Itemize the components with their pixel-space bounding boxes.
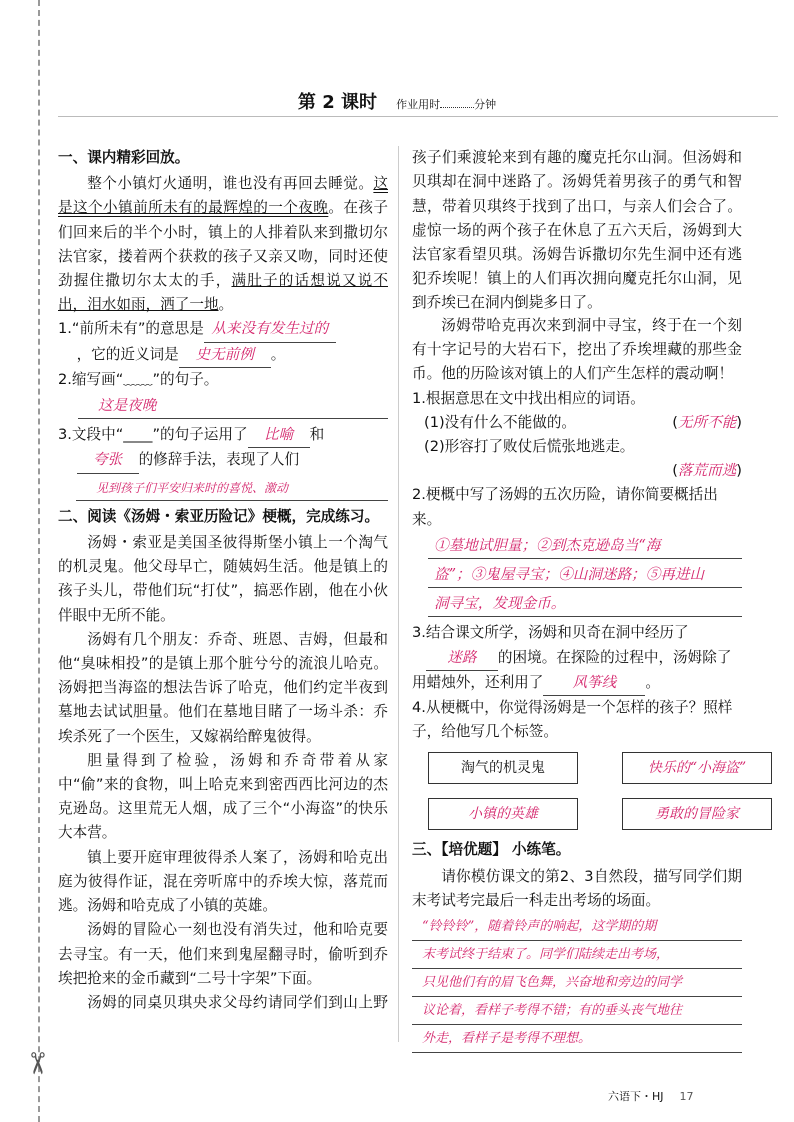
tag-answer-1: 快乐的“小海盗”: [622, 752, 772, 784]
s2-q3-answer-1: 迷路: [426, 646, 498, 671]
scissors-icon: ✂: [19, 1050, 55, 1077]
header-rule: [58, 116, 778, 117]
s2-question-1: 1.根据意思在文中找出相应的词语。: [412, 389, 645, 407]
page-number: 17: [679, 1090, 694, 1103]
s2-q1-item-1: (1)没有什么不能做的。 (无所不能): [424, 413, 742, 431]
story-paragraph-6: 孩子们乘渡轮来到有趣的魔克托尔山洞。但汤姆和贝琪却在洞中迷路了。汤姆凭着男孩子的勇气和智慧，带着贝琪终于找到了出口，与亲人们会合了。虚惊一场的两个孩子在休息了五六天后，汤姆到大法官家看望贝琪。汤姆告诉撒切尔先生洞中还有逃犯乔埃呢！镇上的人们再次拥向魔克托尔山洞，见到乔埃已在洞内倒毙多日了。: [412, 149, 742, 312]
s1-q3-answer-3: 见到孩子们平安归来时的喜悦、激动: [76, 476, 388, 501]
s1-q1-answer-1: 从来没有发生过的: [204, 317, 336, 342]
s1-question-1: 1.“前所未有”的意思是 从来没有发生过的 ，它的近义词是 史无前例 。: [58, 317, 388, 367]
story-paragraph-4: 镇上要开庭审理彼得杀人案了，汤姆和哈克出庭为彼得作证，混在旁听席中的乔埃大惊，落荒而逃。汤姆和哈克成了小镇的英雄。: [58, 848, 388, 915]
s2-question-4: 4.从梗概中，你觉得汤姆是一个怎样的孩子？照样子，给他写几个标签。: [412, 699, 733, 741]
s2-question-3: 3.结合课文所学，汤姆和贝奇在洞中经历了 迷路 的困境。在探险的过程中，汤姆除了用蜡烛外，还利用了 风筝线 。: [412, 621, 742, 696]
s1-question-2: 2.缩写画“﹏﹏”的句子。: [58, 370, 219, 388]
story-paragraph-3: 胆量得到了检验，汤姆和乔奇带着从家中“偷”来的食物，叫上哈克来到密西西比河边的杰克逊岛。这里荒无人烟，成了三个“小海盗”的快乐大本营。: [58, 751, 388, 842]
s1-q3-answer-1: 比喻: [248, 423, 310, 448]
lesson-title: 第 2 课时: [297, 92, 377, 113]
story-paragraph-5: 汤姆的冒险心一刻也没有消失过，他和哈克要去寻宝。有一天，他们来到鬼屋翻寻时，偷听到乔埃把抢来的金币藏到“二号十字架”下面。: [58, 921, 388, 987]
story-paragraph-7: 汤姆带哈克再次来到洞中寻宝，终于在一个刻有十字记号的大岩石下，挖出了乔埃埋藏的那些金币。他的历险该对镇上的人们产生怎样的震动啊！: [412, 317, 742, 383]
cut-line: [38, 0, 40, 1122]
section-3-title: 三、【培优题】 小练笔。: [412, 841, 571, 859]
s2-q2-answer-line-3: 洞寻宝，发现金币。: [428, 592, 742, 617]
writing-line: “铃铃铃”，随着铃声的响起，这学期的期: [412, 913, 742, 941]
writing-answer: [412, 913, 742, 1053]
s2-q2-answer-line-1: ①墓地试胆量；②到杰克逊岛当“海: [428, 534, 742, 559]
book-label: 六语下・HJ: [608, 1090, 664, 1103]
section-2-title: 二、阅读《汤姆・索亚历险记》梗概，完成练习。: [58, 507, 380, 525]
s2-q1-item-2: (2)形容打了败仗后慌张地逃走。: [424, 438, 635, 456]
s1-q3-answer-2: 夸张: [77, 448, 139, 473]
column-divider: [398, 146, 399, 1042]
page-footer: [608, 1088, 694, 1104]
s1-q2-answer: 这是夜晚: [78, 394, 388, 419]
writing-line: 外走，看样子是考得不理想。: [412, 1025, 742, 1053]
s2-q1-answer-1: 无所不能: [677, 413, 737, 431]
section-1-passage: 整个小镇灯火通明，谁也没有再回去睡觉。这是这个小镇前所未有的最辉煌的一个夜晚。在孩子们回来后的半个小时，镇上的人排着队来到撒切尔法官家，搂着两个获救的孩子又亲又吻，同时还使劲握住撒切尔太太的手，满肚子的话想说又说不出，泪水如雨，洒了一地。: [58, 175, 388, 314]
story-paragraph-2: 汤姆有几个朋友：乔奇、班恩、吉姆，但最和他“臭味相投”的是镇上那个脏兮兮的流浪儿哈克。汤姆把当海盗的想法告诉了哈克，他们约定半夜到墓地去试试胆量。他们在墓地目睹了一场斗杀：乔埃杀死了一个医生，又嫁祸给醉鬼彼得。: [58, 630, 388, 745]
left-column: [58, 146, 388, 1015]
story-paragraph-1: 汤姆・索亚是美国圣彼得斯堡小镇上一个淘气的机灵鬼。他父母早亡，随姨妈生活。他是镇上的孩子头儿，带他们玩“打仗”，搞恶作剧，他在小伙伴眼中无所不能。: [58, 534, 388, 624]
writing-line: 议论着，看样子考得不错；有的垂头丧气地往: [412, 997, 742, 1025]
time-blank: [440, 97, 474, 108]
s2-q1-answer-2-wrap: (落荒而逃): [672, 462, 742, 480]
s1-question-3: 3.文段中“____”的句子运用了 比喻 和 夸张 的修辞手法，表现了人们: [58, 423, 388, 473]
writing-line: 只见他们有的眉飞色舞，兴奋地和旁边的同学: [412, 969, 742, 997]
story-paragraph-6-start: 汤姆的同桌贝琪央求父母约请同学们到山上野: [87, 993, 388, 1011]
section-1-title: 一、课内精彩回放。: [58, 149, 190, 166]
time-label: 作业用时 分钟: [396, 98, 497, 111]
s2-q3-answer-2: 风筝线: [543, 671, 645, 696]
s1-q1-answer-2: 史无前例: [179, 343, 271, 368]
s2-q1-answer-2: 落荒而逃: [677, 462, 737, 480]
section-3-prompt: 请你模仿课文的第2、3自然段，描写同学们期末考试考完最后一科走出考场的场面。: [412, 867, 742, 909]
s2-question-2: 2.梗概中写了汤姆的五次历险，请你简要概括出来。: [412, 486, 718, 528]
right-column: [412, 146, 747, 1053]
page-header: [0, 88, 794, 114]
tag-answer-3: 勇敢的冒险家: [622, 798, 772, 830]
writing-line: 末考试终于结束了。同学们陆续走出考场，: [412, 941, 742, 969]
tag-example: 淘气的机灵鬼: [428, 752, 578, 784]
tag-grid: [428, 752, 747, 830]
tag-answer-2: 小镇的英雄: [428, 798, 578, 830]
s2-q2-answer-line-2: 盗”；③鬼屋寻宝；④山洞迷路；⑤再进山: [428, 563, 742, 588]
